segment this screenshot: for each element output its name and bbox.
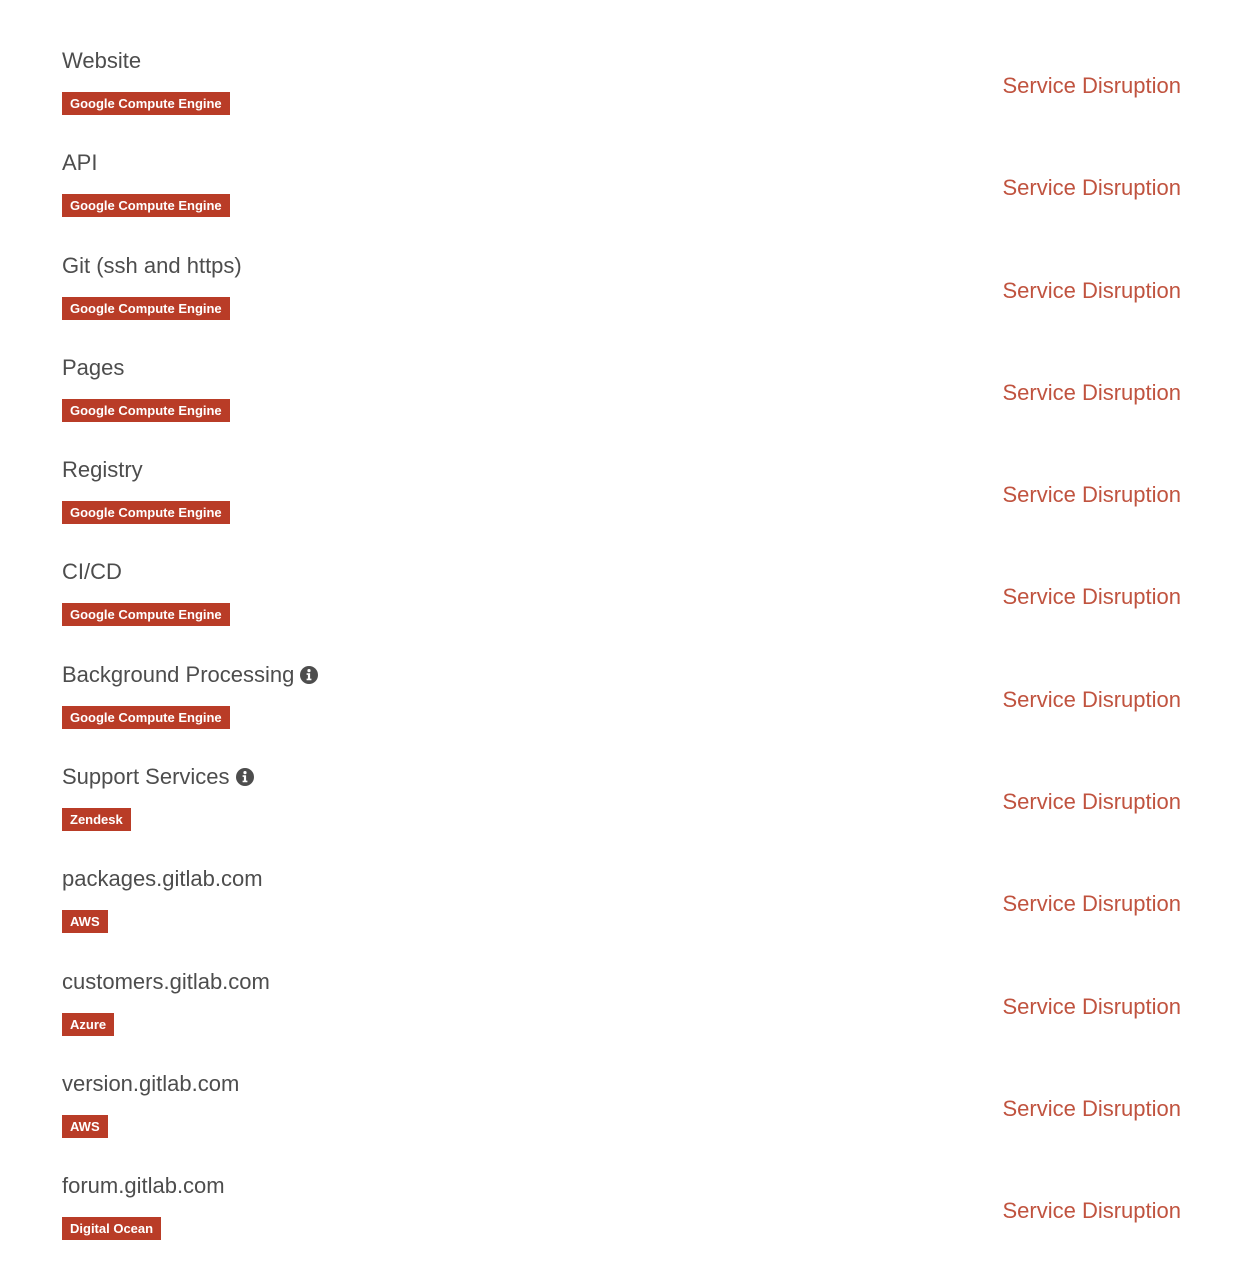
service-status: Service Disruption [1002, 379, 1181, 405]
provider-badge: Google Compute Engine [62, 399, 230, 422]
service-row-support-services [0, 760, 1256, 862]
service-name: packages.gitlab.com [62, 866, 263, 892]
service-status: Service Disruption [1002, 789, 1181, 815]
service-row-website [0, 44, 1256, 146]
service-name: CI/CD [62, 559, 122, 585]
service-row-git [0, 249, 1256, 351]
service-name: Registry [62, 457, 143, 483]
service-row-background-processing [0, 658, 1256, 760]
service-status: Service Disruption [1002, 1198, 1181, 1224]
provider-badge: Digital Ocean [62, 1217, 161, 1240]
service-status: Service Disruption [1002, 73, 1181, 98]
provider-badge: Google Compute Engine [62, 92, 230, 115]
provider-badge: AWS [62, 910, 108, 933]
service-name: Git (ssh and https) [62, 252, 242, 278]
service-row-api [0, 146, 1256, 248]
service-row-packages [0, 862, 1256, 964]
info-icon[interactable] [236, 768, 254, 786]
service-name: Background Processing [62, 660, 318, 690]
provider-badge: AWS [62, 1115, 108, 1138]
service-row-pages [0, 351, 1256, 453]
service-name: Support Services [62, 762, 254, 792]
provider-badge: Google Compute Engine [62, 194, 230, 217]
provider-badge: Google Compute Engine [62, 603, 230, 626]
service-row-registry [0, 453, 1256, 555]
service-row-version [0, 1067, 1256, 1169]
service-name: version.gitlab.com [62, 1070, 240, 1096]
service-row-forum [0, 1169, 1256, 1271]
service-status: Service Disruption [1002, 1095, 1181, 1121]
provider-badge: Azure [62, 1013, 114, 1036]
provider-badge: Google Compute Engine [62, 297, 230, 320]
service-status: Service Disruption [1002, 993, 1181, 1019]
service-status: Service Disruption [1002, 891, 1181, 917]
service-status: Service Disruption [1002, 277, 1181, 303]
service-row-ci-cd [0, 555, 1256, 657]
service-name: API [62, 150, 98, 176]
service-row-customers [0, 965, 1256, 1067]
service-status: Service Disruption [1002, 175, 1181, 201]
service-name: Pages [62, 354, 125, 380]
provider-badge: Google Compute Engine [62, 706, 230, 729]
service-status: Service Disruption [1002, 584, 1181, 610]
provider-badge: Google Compute Engine [62, 501, 230, 524]
service-name: Website [62, 48, 142, 73]
service-status: Service Disruption [1002, 686, 1181, 712]
service-name: forum.gitlab.com [62, 1173, 225, 1199]
service-name: customers.gitlab.com [62, 968, 270, 994]
provider-badge: Zendesk [62, 808, 131, 831]
info-icon[interactable] [300, 666, 318, 684]
service-status: Service Disruption [1002, 482, 1181, 508]
